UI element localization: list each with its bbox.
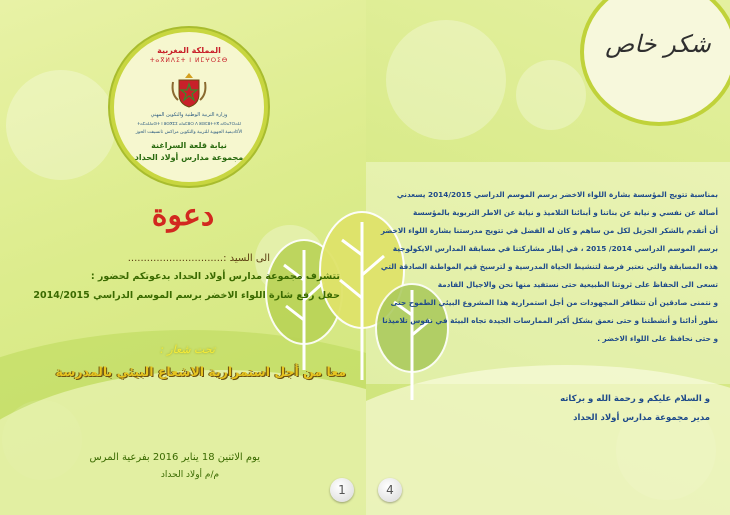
slogan-text: معا من أجل استمرارية الاشعاع البيئي بالمدرسة (55, 364, 346, 379)
closing-greeting: و السلام عليكم و رحمة الله و بركاته (560, 394, 710, 404)
paragraph-line: هذه المسابقة والتي نعتبر فرصة لتنشيط الحياة المدرسية و لترسيخ قيم المواطنة الصادقة التي (380, 262, 718, 271)
paragraph-line: تسعى الى الحفاظ على ثروتنا الطبيعية حتى نستفيد منها نحن والاجيال القادمة (437, 280, 718, 289)
invite-line-1: تتشرف مجموعة مدارس أولاد الحداد بدعوتكم لحضور : (90, 271, 340, 282)
background-bubble (516, 60, 586, 130)
signatory: مدير مجموعة مدارس أولاد الحداد (573, 413, 710, 423)
paragraph-line: نطور أدائنا و أنشطتنا و حتى نعمق بشكل أكبر الممارسات الجيدة تجاه البيئة في نفوس تلاميذنا (382, 316, 718, 325)
emblem-school-group-text: مجموعة مدارس أولاد الحداد (134, 153, 244, 162)
coat-of-arms-icon (169, 70, 209, 110)
invite-line-2: حفل رفع شارة اللواء الاخضر برسم الموسم الدراسي 2014/2015 (33, 290, 340, 301)
paragraph-line: و نتمنى صادقين أن تتظافر المجهودات من أجل استمرارية هذا المشروع البيئي الطموح حتى (390, 298, 718, 307)
paragraph-line: أصالة عن نفسي و نيابة عن بناتنا و أبنائنا التلاميذ و نيابة عن الاطر التربوية بالمؤسسة (413, 208, 718, 217)
school-emblem (110, 28, 268, 186)
page-number-right: 4 (378, 478, 402, 502)
emblem-kingdom-text: المملكة المغربية (157, 46, 221, 55)
invitee-label: الى السيد :.............................. (127, 253, 270, 264)
event-date: يوم الاثنين 18 يناير 2016 بفرعية المرس (89, 452, 260, 463)
paragraph-line: و حتى نحافظ على اللواء الاخضر . (597, 334, 718, 343)
background-bubble (6, 70, 116, 180)
emblem-ministry-tifinagh-text: ⵜⴰⵎⴰⵡⴰⵙⵜ ⵏ ⵓⵙⴳⵎⵉ ⴰⵏⴰⵎⵓⵔ ⴷ ⵓⵙⵎⵓⵜⵜⴳ ⴰⵙⴰⵢⵔⴰⵡ (137, 121, 241, 126)
emblem-tifinagh-text: ⵜⴰⴳⵍⴷⵉⵜ ⵏ ⵍⵎⵖⵔⵉⴱ (149, 57, 229, 64)
invitation-title: دعوة (151, 198, 215, 233)
emblem-ministry-text: وزارة التربية الوطنية والتكوين المهني (150, 112, 228, 118)
paragraph-line: برسم الموسم الدراسي 2014/ 2015 ، في إطار مشاركتنا في مسابقة المدارس الايكولوجية (392, 244, 718, 253)
background-bubble (386, 20, 506, 140)
thanks-title: شكر خاص (605, 30, 711, 58)
event-signature: م/م أولاد الحداد (160, 470, 220, 480)
slogan-label: تحت شعار : (160, 343, 215, 356)
emblem-academy-text: الأكاديمية الجهوية للتربية والتكوين مراكش تانسيفت الحوز (135, 130, 243, 135)
paragraph-line: بمناسبة تتويج المؤسسة بشارة اللواء الاخضر برسم الموسم الدراسي 2014/2015 يسعدني (396, 190, 718, 199)
thanks-paragraph (366, 186, 718, 348)
page-number-left: 1 (330, 478, 354, 502)
emblem-directorate-text: نيابة قلعة السراغنة (151, 141, 227, 150)
paragraph-line: أن أتقدم بالشكر الجزيل لكل من ساهم و كان له الفضل في تتويج مدرستنا بشارة اللواء الاخضر (380, 226, 718, 235)
